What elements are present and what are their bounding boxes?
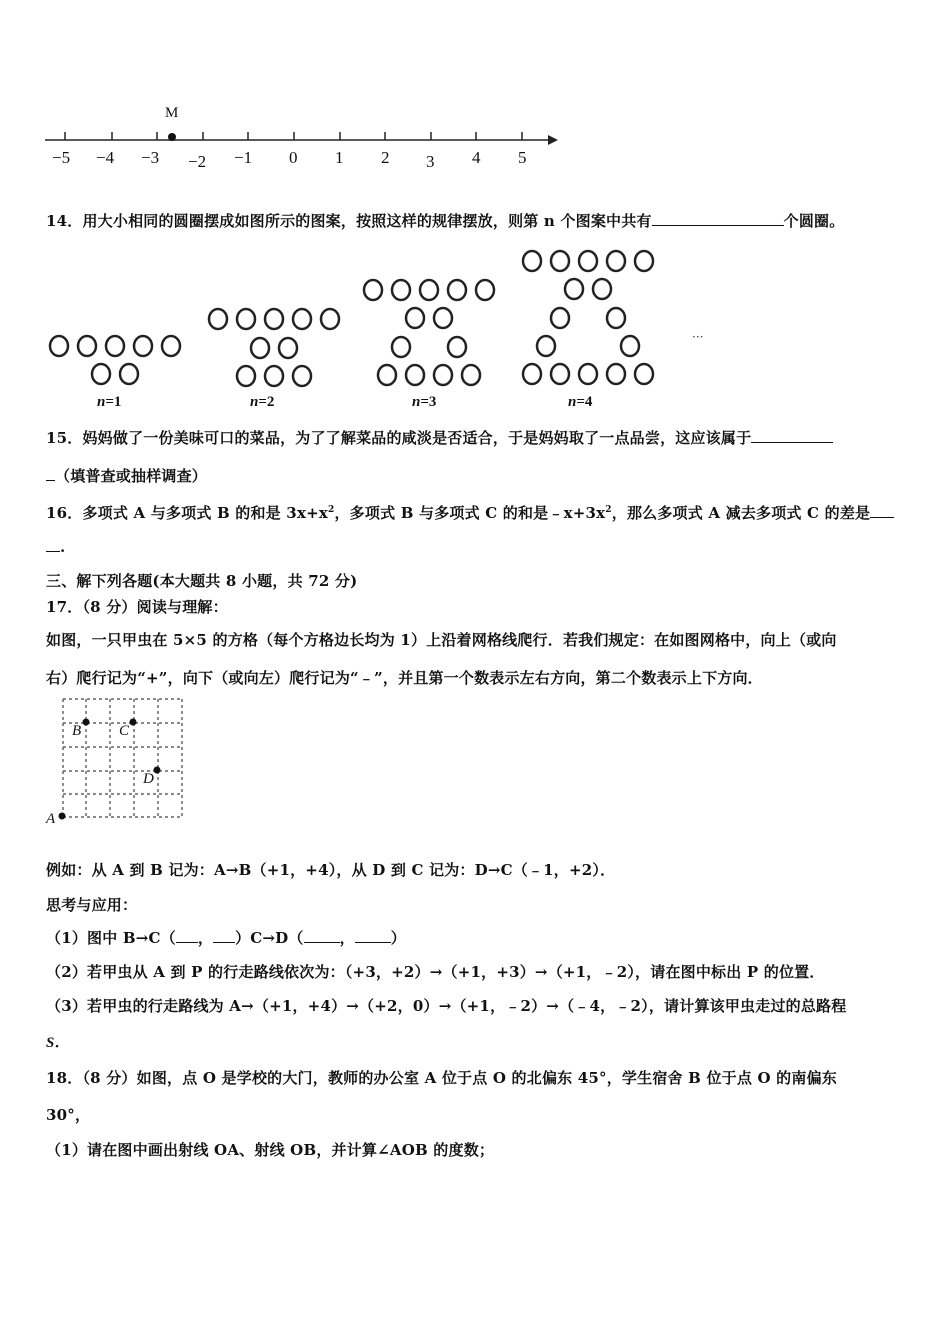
tick-label: −4: [96, 148, 115, 167]
answer-blank-bc-y[interactable]: [213, 928, 235, 943]
tick-label: 2: [381, 148, 390, 167]
tick-label: −5: [52, 148, 71, 167]
tick-label: −2: [188, 152, 207, 171]
point-d: [154, 767, 161, 774]
tick-label: 5: [518, 148, 527, 167]
q14-text-end: 个圆圈。: [783, 212, 845, 230]
superscript: 2: [605, 505, 612, 515]
close-paren: ）: [390, 929, 406, 947]
q17-para-2: 右）爬行记为“+”，向下（或向左）爬行记为“﹣”，并且第一个数表示左右方向，第二个数表示上下方向．: [46, 669, 763, 687]
point-m-label: M: [165, 105, 179, 121]
answer-blank[interactable]: [751, 428, 833, 443]
pattern-label-n2: n=2: [250, 394, 275, 410]
q16-text-3: ，那么多项式 A 减去多项式 C 的差是: [611, 504, 871, 522]
answer-blank-cd-x[interactable]: [304, 928, 340, 943]
tick-label: 0: [289, 148, 298, 167]
circle-pattern-figure: [40, 244, 720, 394]
q15-hint: （填普查或抽样调查）: [55, 467, 208, 485]
question-16: [46, 500, 894, 523]
q15-text: 15．妈妈做了一份美味可口的菜品，为了了解菜品的咸淡是否适合，于是妈妈取了一点品尝，这应该属于: [46, 429, 752, 447]
question-15-cont: [46, 466, 207, 486]
q16-text-1: 16．多项式 A 与多项式 B 的和是 3x+x: [46, 504, 328, 522]
q17-sub1-text: （1）图中 B→C（: [46, 929, 176, 947]
comma: ，: [339, 929, 355, 947]
beetle-grid-figure: [40, 690, 200, 830]
q17-example: 例如：从 A 到 B 记为：A→B（+1，+4），从 D 到 C 记为：D→C（﹣1，+2）．: [46, 861, 616, 879]
answer-blank[interactable]: [652, 211, 784, 226]
point-c-label: C: [119, 723, 130, 739]
tick-label: 3: [426, 152, 435, 171]
pattern-label-n1: n=1: [97, 394, 122, 410]
pattern-n4: [523, 251, 653, 384]
question-17-header: 17．（8 分）阅读与理解：: [46, 598, 228, 616]
question-14: [46, 211, 844, 231]
q17-sub-3: （3）若甲虫的行走路线为 A→（+1，+4）→（+2，0）→（+1，﹣2）→（﹣4，﹣2），请计算该甲虫走过的总路程: [46, 997, 847, 1015]
answer-blank-cd-y[interactable]: [355, 928, 391, 943]
tick-label: −1: [234, 148, 253, 167]
comma: ，: [197, 929, 214, 947]
q17-sub1-text-2: ）C→D（: [235, 929, 304, 947]
superscript: 2: [328, 505, 335, 515]
q17-para-1: 如图，一只甲虫在 5×5 的方格（每个方格边长均为 1）上沿着网格线爬行．若我们规定：在如图网格中，向上（或向: [46, 631, 837, 649]
section-3-title: 三、解下列各题(本大题共 8 小题，共 72 分): [46, 572, 358, 590]
q16-text-2: ，多项式 B 与多项式 C 的和是﹣x+3x: [334, 504, 606, 522]
point-m: [168, 133, 176, 141]
pattern-n3: [364, 280, 494, 385]
answer-blank[interactable]: [870, 503, 894, 518]
point-d-label: D: [143, 771, 154, 787]
q18-sub-1: （1）请在图中画出射线 OA、射线 OB，并计算∠AOB 的度数；: [46, 1141, 495, 1159]
number-line: [40, 100, 570, 160]
pattern-n2: [209, 309, 339, 386]
point-b-label: B: [72, 723, 82, 739]
q14-text: 14．用大小相同的圆圈摆成如图所示的图案，按照这样的规律摆放，则第 n 个图案中共有: [46, 212, 652, 230]
point-a: [59, 813, 66, 820]
pattern-label-n3: n=3: [412, 394, 437, 410]
tick-label: 1: [335, 148, 344, 167]
q16-end: .: [60, 538, 66, 556]
point-c: [130, 719, 137, 726]
tick-label: −3: [141, 148, 160, 167]
pattern-label-n4: n=4: [568, 394, 593, 410]
answer-blank-bc-x[interactable]: [176, 928, 198, 943]
ellipsis: ···: [692, 330, 704, 344]
answer-blank-cont[interactable]: [46, 466, 55, 481]
q17-sub-3-cont: S．: [46, 1035, 70, 1051]
question-16-cont: [46, 537, 65, 557]
q17-sub-2: （2）若甲虫从 A 到 P 的行走路线依次为：（+3，+2）→（+1，+3）→（+1，﹣2），请在图中标出 P 的位置．: [46, 963, 825, 981]
answer-blank-cont[interactable]: [46, 537, 60, 552]
pattern-n1: [50, 336, 180, 384]
question-18-cont: 30°，: [46, 1106, 91, 1124]
point-b: [83, 719, 90, 726]
tick-label: 4: [472, 148, 481, 167]
question-15: [46, 428, 833, 448]
point-a-label: A: [46, 811, 56, 827]
question-18: 18．（8 分）如图，点 O 是学校的大门，教师的办公室 A 位于点 O 的北偏东 45°，学生宿舍 B 位于点 O 的南偏东: [46, 1069, 837, 1087]
q17-think: 思考与应用：: [46, 896, 138, 914]
q17-sub-1: [46, 928, 406, 948]
